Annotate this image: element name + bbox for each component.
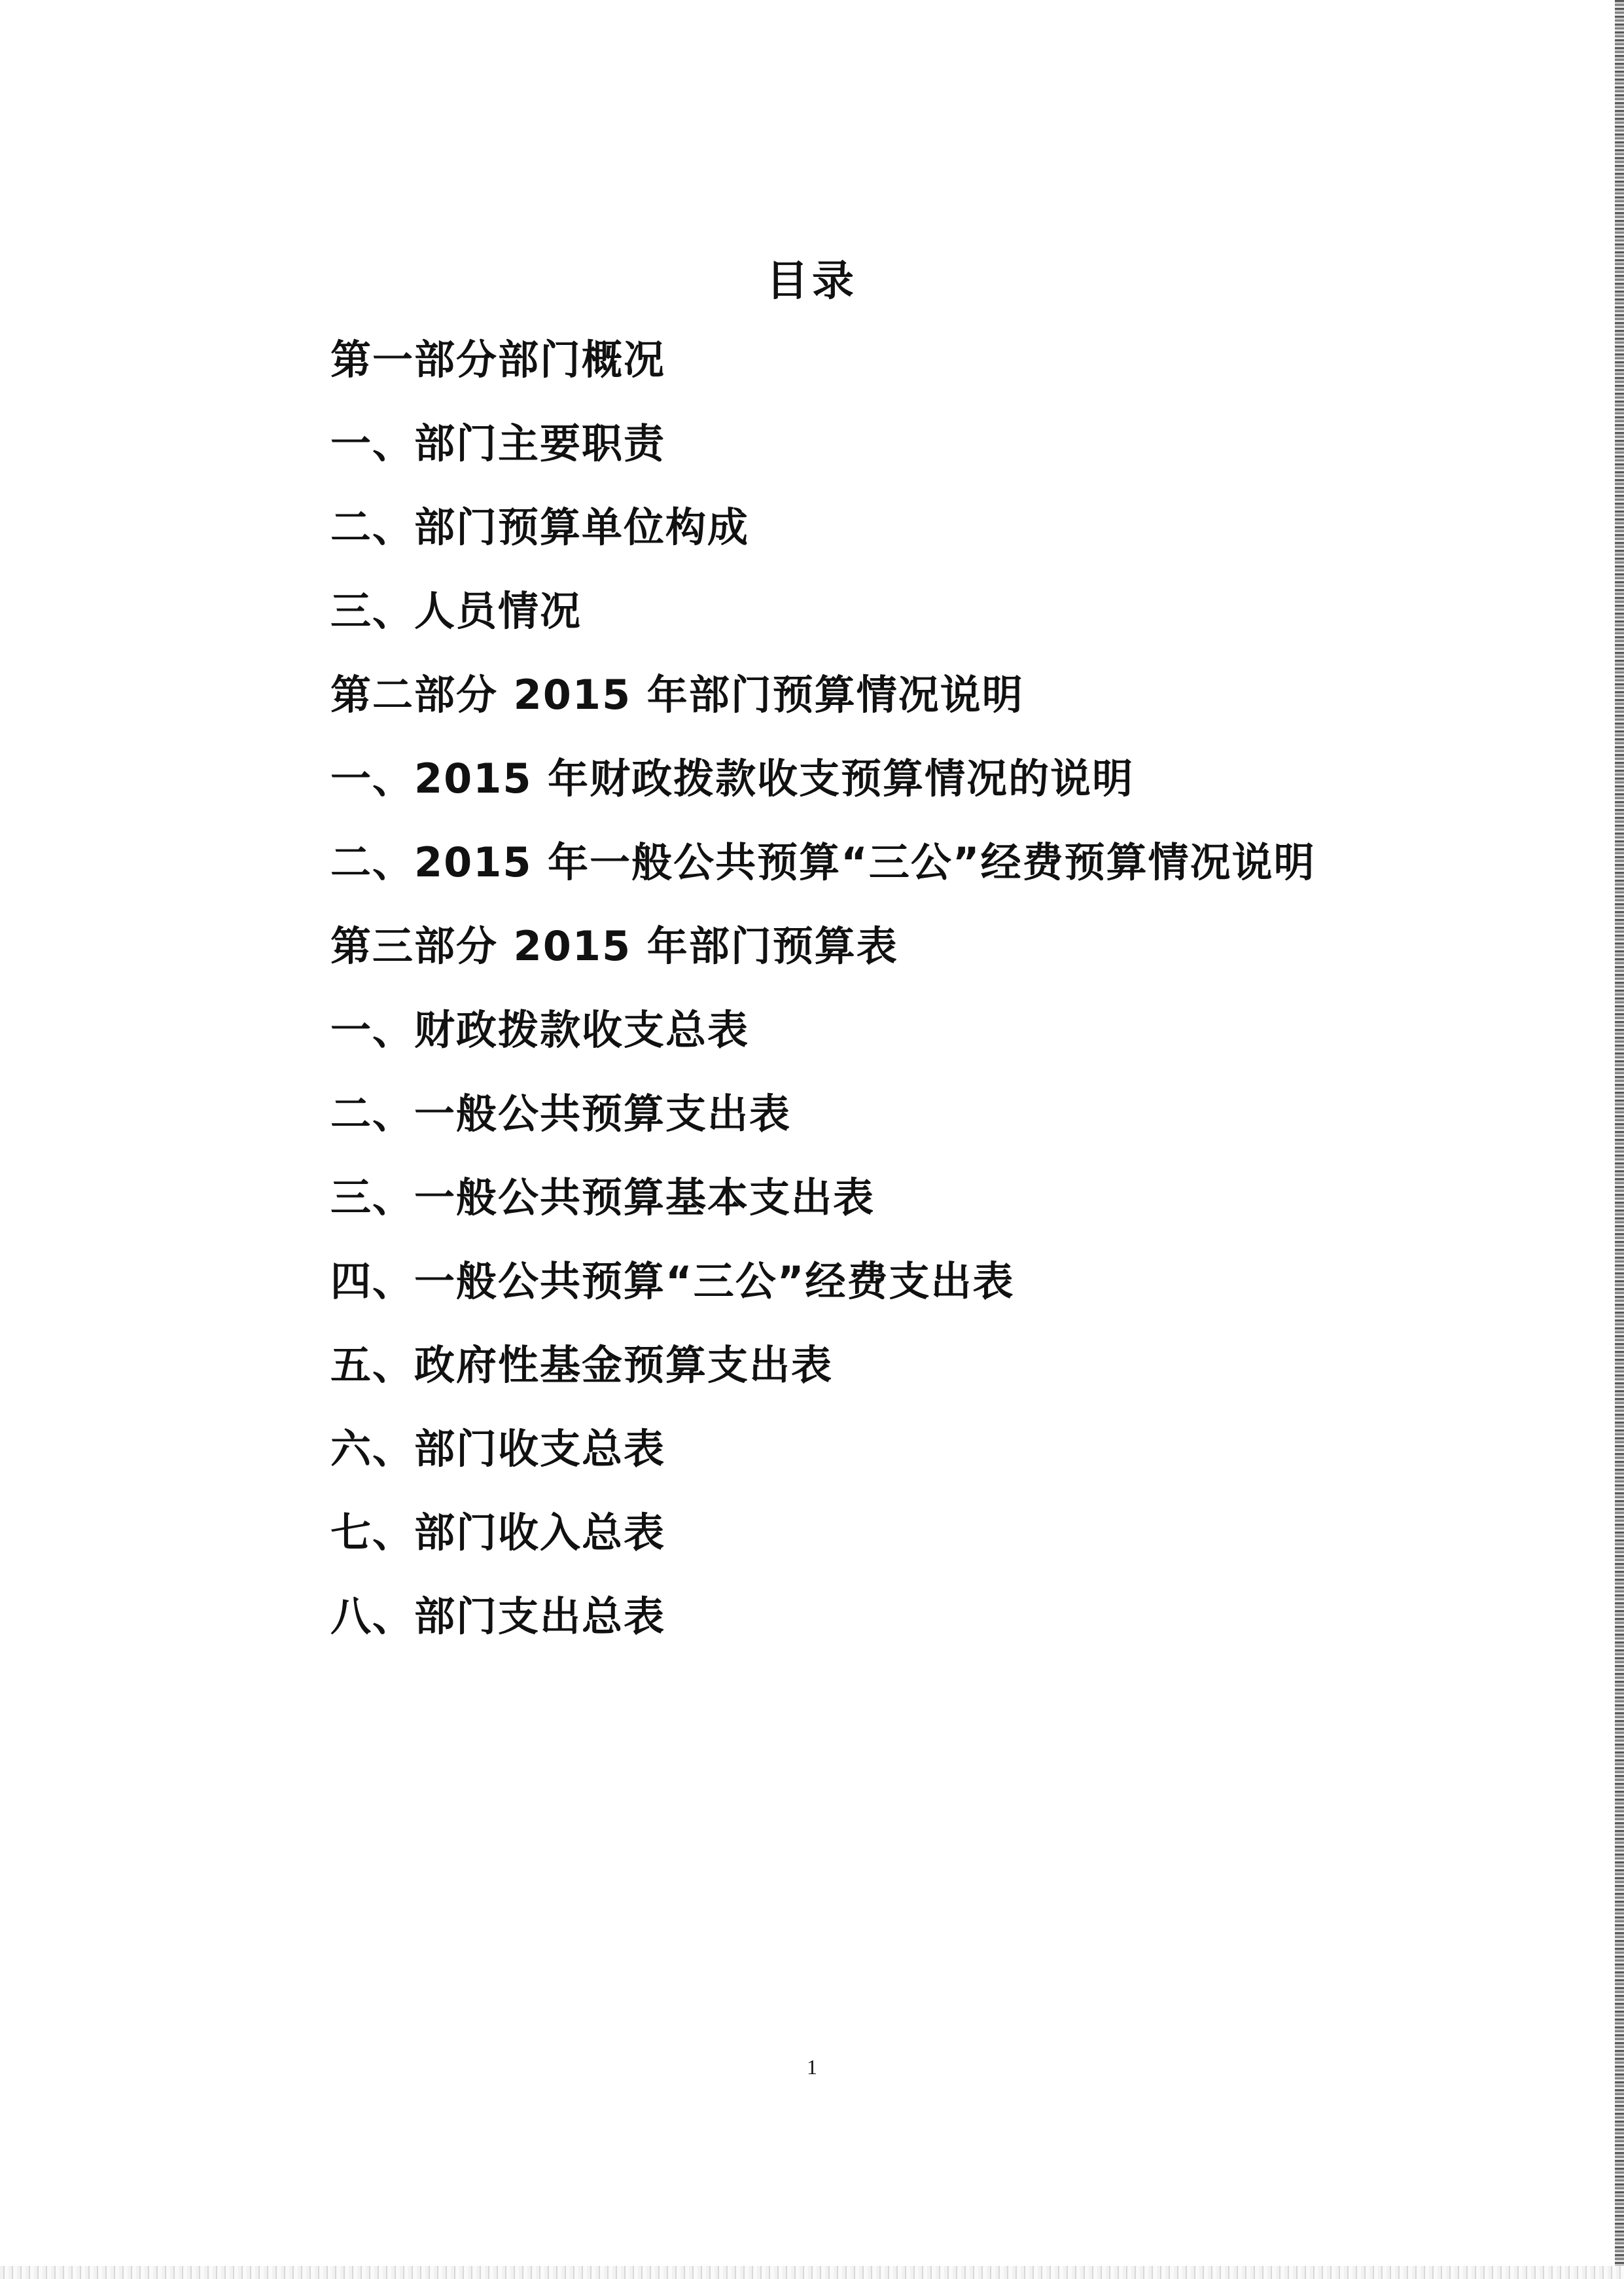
toc-item-fiscal-budget-explanation: 一、2015 年财政拨款收支预算情况的说明 bbox=[330, 755, 1135, 802]
toc-item-part2: 第二部分 2015 年部门预算情况说明 bbox=[330, 671, 1024, 719]
toc-item-part3: 第三部分 2015 年部门预算表 bbox=[330, 922, 898, 970]
toc-item-dept-summary-table: 六、部门收支总表 bbox=[330, 1425, 666, 1473]
toc-item-three-public-explanation: 二、2015 年一般公共预算“三公”经费预算情况说明 bbox=[330, 838, 1316, 886]
toc-item-public-expenditure-table: 二、一般公共预算支出表 bbox=[330, 1090, 792, 1138]
page-number: 1 bbox=[807, 2055, 817, 2079]
toc-item-budget-units: 二、部门预算单位构成 bbox=[330, 503, 750, 551]
toc-item-three-public-table: 四、一般公共预算“三公”经费支出表 bbox=[330, 1257, 1015, 1305]
toc-item-staffing: 三、人员情况 bbox=[330, 587, 582, 635]
toc-item-basic-expenditure-table: 三、一般公共预算基本支出表 bbox=[330, 1174, 875, 1221]
toc-item-fund-budget-table: 五、政府性基金预算支出表 bbox=[330, 1341, 834, 1389]
toc-item-main-duties: 一、部门主要职责 bbox=[330, 420, 666, 467]
toc-item-part1: 第一部分部门概况 bbox=[330, 336, 666, 384]
toc-item-dept-expenditure-table: 八、部门支出总表 bbox=[330, 1592, 666, 1640]
toc-item-dept-income-table: 七、部门收入总表 bbox=[330, 1509, 666, 1556]
toc-list bbox=[330, 331, 1316, 1671]
toc-item-fiscal-summary-table: 一、财政拨款收支总表 bbox=[330, 1006, 750, 1054]
scan-edge-artifact bbox=[1615, 0, 1624, 2279]
toc-title: 目录 bbox=[766, 257, 858, 306]
scan-bottom-artifact bbox=[0, 2266, 1624, 2279]
